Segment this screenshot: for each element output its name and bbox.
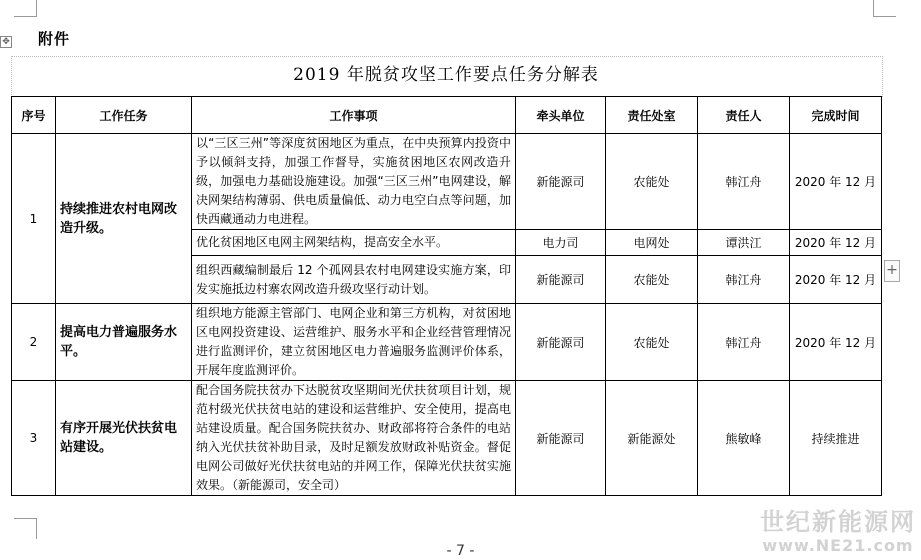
header-seq: 序号	[12, 97, 56, 134]
row-lead-unit: 电力司	[516, 230, 606, 256]
row-person: 韩江舟	[698, 256, 790, 304]
row-office: 农能处	[606, 134, 698, 230]
row-lead-unit: 新能源司	[516, 304, 606, 381]
row-seq: 1	[12, 134, 56, 304]
header-task: 工作任务	[56, 97, 192, 134]
row-deadline: 2020 年 12 月	[790, 230, 882, 256]
table-row	[12, 304, 882, 381]
row-lead-unit: 新能源司	[516, 381, 606, 496]
row-deadline: 持续推进	[790, 381, 882, 496]
row-person: 谭洪江	[698, 230, 790, 256]
row-deadline: 2020 年 12 月	[790, 304, 882, 381]
row-office: 新能源处	[606, 381, 698, 496]
watermark-line-2: www.NE21.com	[762, 536, 914, 555]
document-title: 2019 年脱贫攻坚工作要点任务分解表	[293, 65, 599, 85]
attachment-label: 附件	[38, 30, 71, 48]
row-seq: 3	[12, 381, 56, 496]
table-header-row	[12, 97, 882, 134]
row-lead-unit: 新能源司	[516, 256, 606, 304]
row-task: 持续推进农村电网改造升级。	[56, 134, 192, 304]
row-deadline: 2020 年 12 月	[790, 256, 882, 304]
row-task: 提高电力普遍服务水平。	[56, 304, 192, 381]
site-watermark	[758, 508, 918, 556]
header-lead-unit: 牵头单位	[516, 97, 606, 134]
table-row	[12, 381, 882, 496]
table-move-handle-icon[interactable]: ✥	[0, 36, 12, 48]
header-office: 责任处室	[606, 97, 698, 134]
crop-mark-bottom-left	[14, 518, 37, 539]
row-person: 熊敏峰	[698, 381, 790, 496]
crop-mark-top-right	[873, 0, 896, 17]
row-person: 韩江舟	[698, 134, 790, 230]
header-items: 工作事项	[192, 97, 516, 134]
row-seq: 2	[12, 304, 56, 381]
add-column-handle-icon[interactable]: +	[884, 260, 900, 282]
header-deadline: 完成时间	[790, 97, 882, 134]
row-office: 农能处	[606, 304, 698, 381]
row-task: 有序开展光伏扶贫电站建设。	[56, 381, 192, 496]
row-office: 电网处	[606, 230, 698, 256]
row-item-text: 优化贫困地区电网主网架结构，提高安全水平。	[192, 230, 516, 256]
row-item-text: 以“三区三州”等深度贫困地区为重点，在中央预算内投资中予以倾斜支持，加强工作督导，实施贫困地区农网改造升级，加强电力基础设施建设。加强“三区三州”电网建设，解决网架结构薄弱、供电质量偏低、动力电空白点等问题，加快西藏通动力电进程。	[192, 134, 516, 230]
row-item-text: 组织西藏编制最后 12 个孤网县农村电网建设实施方案，印发实施抵边村寨农网改造升级攻坚行动计划。	[192, 256, 516, 304]
row-person: 韩江舟	[698, 304, 790, 381]
row-office: 农能处	[606, 256, 698, 304]
row-deadline: 2020 年 12 月	[790, 134, 882, 230]
row-item-text: 组织地方能源主管部门、电网企业和第三方机构，对贫困地区电网投资建设、运营维护、服务水平和企业经营管理情况进行监测评价，建立贫困地区电力普遍服务监测评价体系，开展年度监测评价。	[192, 304, 516, 381]
crop-mark-top-left	[14, 0, 37, 17]
watermark-line-1: 世纪新能源网	[760, 508, 916, 536]
header-person: 责任人	[698, 97, 790, 134]
task-breakdown-table	[11, 96, 882, 496]
table-row	[12, 134, 882, 230]
row-lead-unit: 新能源司	[516, 134, 606, 230]
page-number: - 7 -	[446, 543, 475, 559]
row-item-text: 配合国务院扶贫办下达脱贫攻坚期间光伏扶贫项目计划，规范村级光伏扶贫电站的建设和运营维护、安全使用，提高电站建设质量。配合国务院扶贫办、财政部将符合条件的电站纳入光伏扶贫补助目录，及时足额发放财政补贴资金。督促电网公司做好光伏扶贫电站的并网工作，保障光伏扶贫实施效果。（新能源司，安全司）	[192, 381, 516, 496]
